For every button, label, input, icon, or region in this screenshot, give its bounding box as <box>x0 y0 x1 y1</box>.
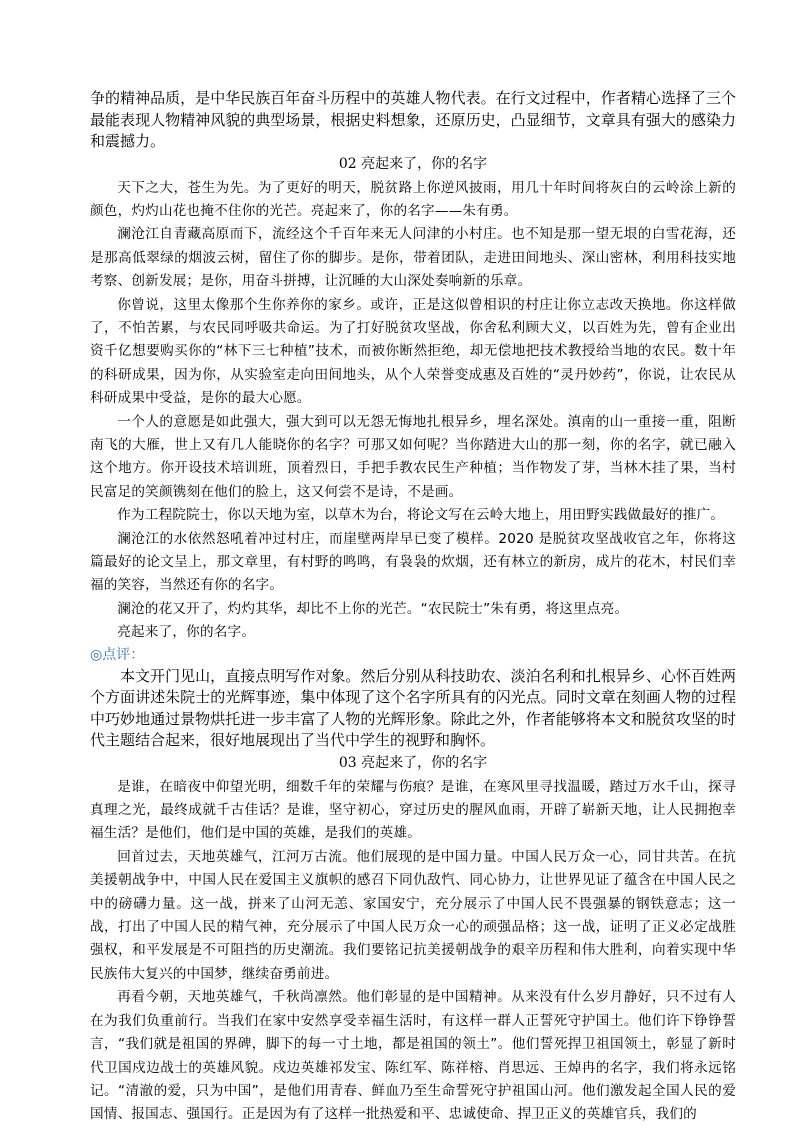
essay-02-paragraph: 澜沧江自青藏高原而下，流经这个千百年来无人问津的小村庄。也不知是那一望无垠的白雪花海，还是那高低翠绿的烟波云树，留住了你的脚步。是你，带着团队，走进田间地头、深山密林，利用科技实地考察、创新发展；是你，用奋斗拼搏，让沉睡的大山深处奏响新的乐章。 <box>90 226 736 290</box>
essay-02-title: 02 亮起来了，你的名字 <box>338 155 488 172</box>
comment-paragraph: 本文开门见山，直接点明写作对象。然后分别从科技助农、淡泊名利和扎根异乡、心怀百姓两个方面讲述朱院士的光辉事迹，集中体现了这个名字所具有的闪光点。同时文章在刻画人物的过程中巧妙地通过景物烘托进一步丰富了人物的光辉形象。除此之外，作者能够将本文和脱贫攻坚的时代主题结合起来，很好地展现出了当代中学生的视野和胸怀。 <box>90 666 736 750</box>
comment-label: ◎点评： <box>90 646 145 663</box>
essay-02-paragraph: 一个人的意愿是如此强大，强大到可以无怨无悔地扎根异乡，埋名深处。滇南的山一重接一重，阻断南飞的大雁，世上又有几人能晓你的名字？可那又如何呢？当你踏进大山的那一刻，你的名字，就已融入这个地方。你开设技术培训班，顶着烈日，手把手教农民生产种植；当作物发了芽，当林木挂了果，当村民富足的笑颜镌刻在他们的脸上，这又何尝不是诗，不是画。 <box>90 413 736 500</box>
essay-03-paragraph: 再看今朝，天地英雄气，千秋尚凛然。他们彰显的是中国精神。从来没有什么岁月静好，只不过有人在为我们负重前行。当我们在家中安然享受幸福生活时，有这样一群人正誓死守护国土。他们许下铮铮誓言，“我们就是祖国的界碑，脚下的每一寸土地，都是祖国的领土”。他们誓死捍卫祖国领土，彰显了新时代卫国戍边战士的英雄风貌。戍边英雄祁发宝、陈红军、陈祥榕、肖思远、王焯冉的名字，我们将永远铭记。“清澈的爱，只为中国”，是他们用青春、鲜血乃至生命誓死守护祖国山河。他们激发起全国人民的爱国情、报国志、强国行。正是因为有了这样一批热爱和平、忠诚使命、捍卫正义的英雄官兵，我们的 <box>90 989 736 1123</box>
essay-03-body <box>90 776 736 1127</box>
essay-02-body <box>90 177 736 645</box>
essay-02-paragraph: 你曾说，这里太像那个生你养你的家乡。或许，正是这似曾相识的村庄让你立志改天换地。你这样做了，不怕苦累，与农民同呼吸共命运。为了打好脱贫攻坚战，你舍私利顾大义，以百姓为先，曾有企业出资千亿想要购买你的“林下三七种植”技术，而被你断然拒绝，却无偿地把技术教授给当地的农民。数十年的科研成果，因为你，从实验室走向田间地头，从个人荣誉变成惠及百姓的“灵丹妙药”，你说，让农民从科研成果中受益，是你的最大心愿。 <box>90 296 736 407</box>
essay-02-paragraph: 作为工程院院士，你以天地为室，以草木为台，将论文写在云岭大地上，用田野实践做最好的推广。 <box>117 507 725 524</box>
essay-03-paragraph: 回首过去，天地英雄气，江河万古流。他们展现的是中国力量。中国人民万众一心，同甘共苦。在抗美援朝战争中，中国人民在爱国主义旗帜的感召下同仇敌忾、同心协力，让世界见证了蕴含在中国人民之中的磅礴力量。这一战，拼来了山河无恙、家国安宁，充分展示了中国人民不畏强暴的钢铁意志；这一战，打出了中国人民的精气神，充分展示了中国人民万众一心的顽强品格；这一战，证明了正义必定战胜强权，和平发展是不可阻挡的历史潮流。我们要铭记抗美援朝战争的艰辛历程和伟大胜利，向着实现中华民族伟大复兴的中国梦，继续奋勇前进。 <box>90 848 736 982</box>
essay-03-paragraph: 是谁，在暗夜中仰望光明，细数千年的荣耀与伤痕？是谁，在寒风里寻找温暖，踏过万水千山，探寻真理之光，最终成就千古佳话？是谁，坚守初心，穿过历史的腥风血雨，开辟了崭新天地，让人民拥抱幸福生活？是他们，他们是中国的英雄，是我们的英雄。 <box>90 778 736 842</box>
essay-03-title: 03 亮起来了，你的名字 <box>338 754 488 771</box>
intro-paragraph: 争的精神品质，是中华民族百年奋斗历程中的英雄人物代表。在行文过程中，作者精心选择了三个最能表现人物精神风貌的典型场景，根据史料想象，还原历史，凸显细节，文章具有强大的感染力和震撼力。 <box>90 89 736 150</box>
essay-02-paragraph: 亮起来了，你的名字。 <box>117 624 256 641</box>
essay-02-paragraph: 澜沧江的水依然怒吼着冲过村庄，而崖壁两岸早已变了模样。2020 是脱贫攻坚战收官之年，你将这篇最好的论文呈上，那文章里，有村野的鸣鸣，有袅袅的炊烟，还有林立的新房，成片的花木，村民们幸福的笑容，当然还有你的名字。 <box>90 530 736 594</box>
essay-02-paragraph: 澜沧的花又开了，灼灼其华，却比不上你的光芒。“农民院士”朱有勇，将这里点亮。 <box>117 600 629 617</box>
essay-02-paragraph: 天下之大，苍生为先。为了更好的明天，脱贫路上你逆风披雨，用几十年时间将灰白的云岭涂上新的颜色，灼灼山花也掩不住你的光芒。亮起来了，你的名字——朱有勇。 <box>90 179 736 219</box>
